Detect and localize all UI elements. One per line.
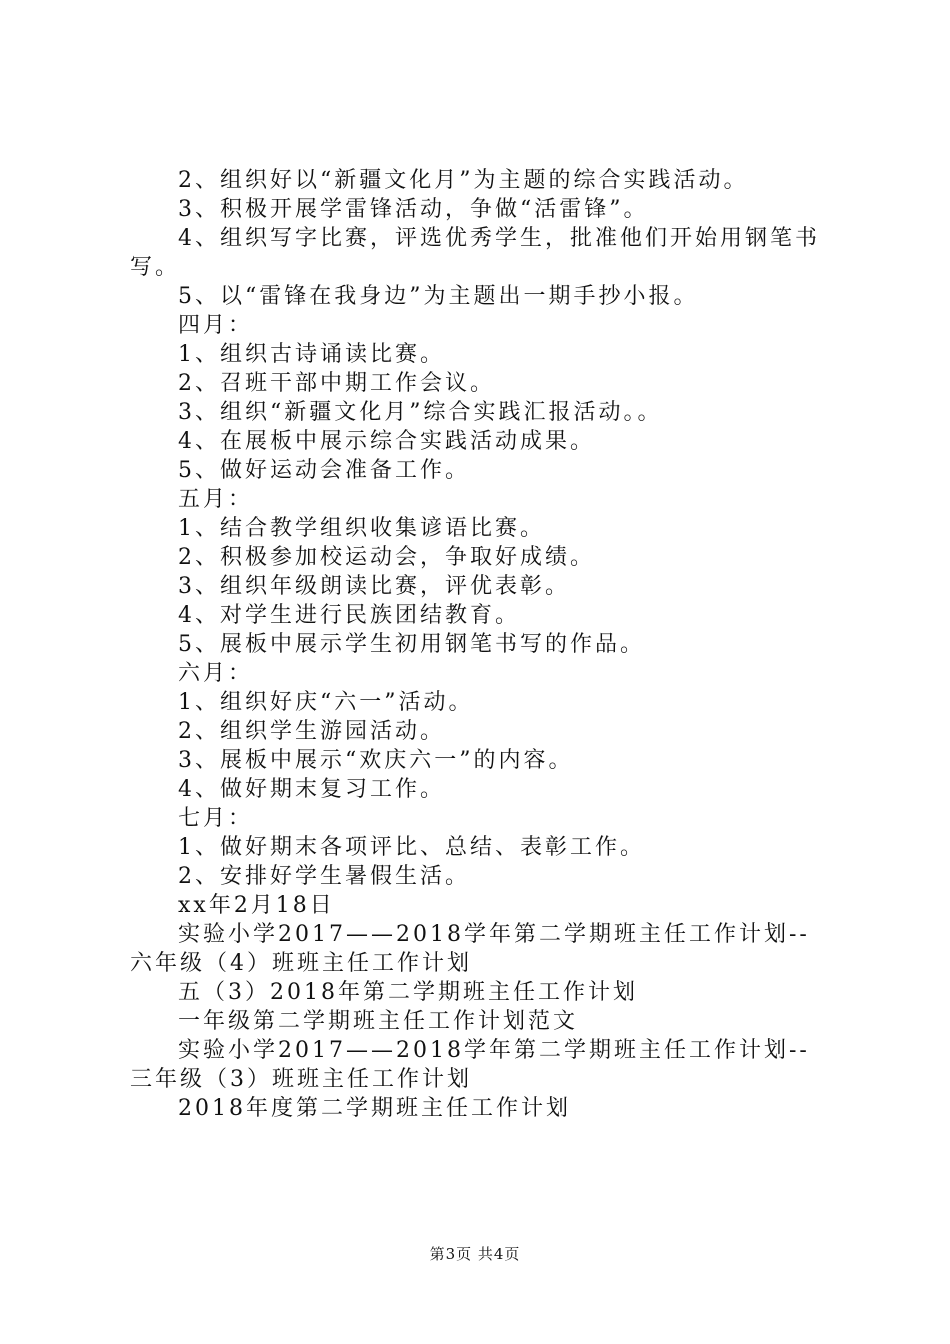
paragraph: 3、组织年级朗读比赛，评优表彰。	[178, 574, 570, 599]
paragraph: 2、组织学生游园活动。	[178, 719, 445, 744]
page-number: 第3页 共4页	[429, 1245, 521, 1263]
month-heading: 六月：	[178, 661, 254, 686]
month-heading: 四月：	[178, 313, 254, 338]
paragraph: 2、安排好学生暑假生活。	[178, 864, 470, 889]
paragraph: 5、做好运动会准备工作。	[178, 458, 470, 483]
paragraph: 3、展板中展示“欢庆六一”的内容。	[178, 748, 574, 773]
related-title: 2018年度第二学期班主任工作计划	[178, 1096, 571, 1121]
paragraph: 4、组织写字比赛，评选优秀学生，批准他们开始用钢笔书写。	[130, 226, 820, 280]
related-title: 实验小学2017——2018学年第二学期班主任工作计划--三年级（3）班班主任工作计划	[130, 1038, 810, 1092]
date-line: xx年2月18日	[178, 893, 335, 918]
paragraph: 4、对学生进行民族团结教育。	[178, 603, 520, 628]
paragraph: 2、积极参加校运动会，争取好成绩。	[178, 545, 595, 570]
paragraph: 4、做好期末复习工作。	[178, 777, 445, 802]
related-title: 五（3）2018年第二学期班主任工作计划	[178, 980, 638, 1005]
paragraph: 3、组织“新疆文化月”综合实践汇报活动。。	[178, 400, 663, 425]
paragraph: 1、结合教学组织收集谚语比赛。	[178, 516, 545, 541]
related-title: 实验小学2017——2018学年第二学期班主任工作计划--六年级（4）班班主任工作计划	[130, 922, 810, 976]
month-heading: 五月：	[178, 487, 254, 512]
related-title: 一年级第二学期班主任工作计划范文	[178, 1009, 579, 1034]
document-body	[130, 166, 830, 1123]
paragraph: 1、做好期末各项评比、总结、表彰工作。	[178, 835, 645, 860]
paragraph: 1、组织好庆“六一”活动。	[178, 690, 474, 715]
paragraph: 4、在展板中展示综合实践活动成果。	[178, 429, 595, 454]
paragraph: 2、召班干部中期工作会议。	[178, 371, 495, 396]
paragraph: 2、组织好以“新疆文化月”为主题的综合实践活动。	[178, 168, 749, 193]
month-heading: 七月：	[178, 806, 254, 831]
paragraph: 5、展板中展示学生初用钢笔书写的作品。	[178, 632, 645, 657]
paragraph: 3、积极开展学雷锋活动，争做“活雷锋”。	[178, 197, 649, 222]
paragraph: 5、以“雷锋在我身边”为主题出一期手抄小报。	[178, 284, 699, 309]
paragraph: 1、组织古诗诵读比赛。	[178, 342, 445, 367]
